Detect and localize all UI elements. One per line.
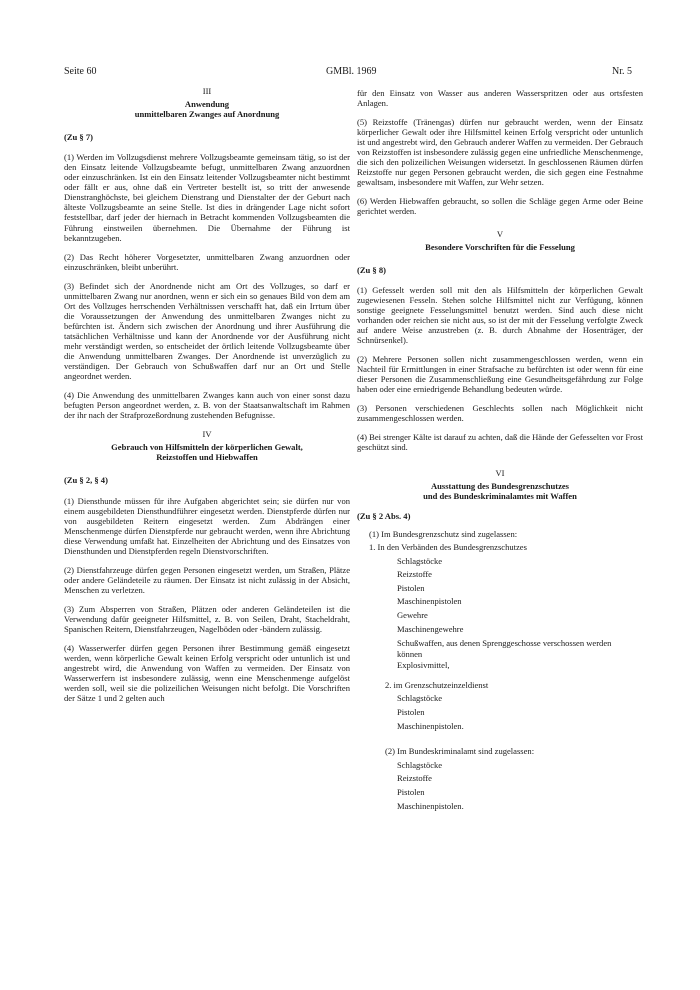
- list-item: Maschinengewehre: [397, 623, 464, 634]
- section-number: III: [202, 86, 212, 96]
- list-intro: (1) Im Bundesgrenzschutz sind zugelassen:: [369, 528, 518, 539]
- journal-title: GMBl. 1969: [326, 66, 377, 77]
- list-subheading: 2. im Grenzschutzeinzeldienst: [385, 679, 489, 690]
- list-item: Gewehre: [397, 610, 428, 621]
- section-number: IV: [202, 429, 212, 440]
- paragraph: (4) Die Anwendung des unmittelbaren Zwanges kann auch von einer sonst dazu befugten Person angeordnet werden, z. B. von der Staatsanwaltschaft im Rahmen der ihr nach der Strafprozeßordnung zustehenden Befugnisse.: [64, 390, 350, 421]
- section-heading: Besondere Vorschriften für die Fesselung: [425, 241, 575, 252]
- list-item: Schlagstöcke: [397, 693, 443, 704]
- paragraph: für den Einsatz von Wasser aus anderen Wasserspritzen oder aus ortsfesten Anlagen.: [357, 88, 643, 109]
- list-item: Maschinenpistolen: [397, 596, 462, 607]
- list-item: Schlagstöcke: [397, 555, 443, 566]
- paragraph: (4) Bei strenger Kälte ist darauf zu achten, daß die Hände der Gefesselten vor Frost geschützt sind.: [357, 432, 643, 453]
- page-number: Seite 60: [64, 66, 97, 77]
- paragraph: (2) Dienstfahrzeuge dürfen gegen Personen eingesetzt werden, um Straßen, Plätze oder andere Geländeteile zu räumen. Der Einsatz ist nicht zulässig in der Absicht, Menschen zu verletzen.: [64, 564, 350, 595]
- list-item: Pistolen: [397, 582, 425, 593]
- paragraph: (3) Befindet sich der Anordnende nicht am Ort des Vollzuges, so darf er unmittelbaren Zwang nur anordnen, wenn er sich ein so genaues Bild von dem am Ort des Vollzuges herrschenden Verhältnissen verschafft hat, daß ein Irrtum über die Voraussetzungen der Anwendung des unmittelbaren Zwanges nicht zu befürchten ist. Ändern sich zwischen der Anordnung und ihrer Ausführung die tatsächlichen Verhältnisse und kann der Anordnende vor der Ausführung nicht mehr verständigt werden, so entscheidet der örtlich leitende Vollzugsbeamte über die Anwendung unmittelbaren Zwanges. Der Anordnende ist unverzüglich zu verständigen. Der Gebrauch von Schußwaffen darf nur an Ort und Stelle angeordnet werden.: [64, 280, 350, 382]
- paragraph: (2) Das Recht höherer Vorgesetzter, unmittelbaren Zwang anzuordnen oder einzuschränken, bleibt unberührt.: [64, 251, 350, 272]
- section-heading: Gebrauch von Hilfsmitteln der körperlichen Gewalt, Reizstoffen und Hiebwaffen: [111, 442, 303, 463]
- list-item: Schußwaffen, aus denen Sprenggeschosse verschossen werden können: [397, 638, 612, 659]
- paragraph: (4) Wasserwerfer dürfen gegen Personen ihrer Bestimmung gemäß eingesetzt werden, wenn körperliche Gewalt keinen Erfolg verspricht oder untunlich ist und angestrebt wird, die Anwendung von Waffen zu vermeiden. Der Einsatz von Wasserwerfern ist insbesondere zulässig, wenn eine Menschenmenge aufgelöst werden soll, weil sie die polizeilichen Weisungen nicht befolgt. Die Vorschriften der Sätze 1 und 2 gelten auch: [64, 643, 350, 704]
- section-reference: (Zu § 2, § 4): [64, 475, 108, 486]
- list-item: Schlagstöcke: [397, 759, 443, 770]
- section-reference: (Zu § 2 Abs. 4): [357, 511, 411, 522]
- paragraph: (1) Diensthunde müssen für ihre Aufgaben abgerichtet sein; sie dürfen nur von einem ausgebildeten Diensthundführer eingesetzt werden. Dienstpferde dürfen nur von ausgebildeten Reitern eingesetzt werden. Zum Abdrängen einer Menschenmenge dürfen Dienstpferde nur gebraucht werden, wenn ihre Abrichtung diese Verwendung umfaßt hat. Einzelheiten der Abrichtung und des Einsatzes von Diensthunden und Dienstpferden regeln Dienstvorschriften.: [64, 495, 350, 556]
- section-reference: (Zu § 8): [357, 264, 386, 275]
- list-intro: (2) Im Bundeskriminalamt sind zugelassen:: [385, 746, 535, 757]
- list-subheading: 1. In den Verbänden des Bundesgrenzschutzes: [369, 542, 527, 553]
- list-item: Explosivmittel,: [397, 660, 450, 671]
- paragraph: (1) Werden im Vollzugsdienst mehrere Vollzugsbeamte gemeinsam tätig, so ist der den Einsatz leitende Vollzugsbeamte befugt, unmittelbaren Zwang anzuordnen oder einzuschränken. Ist ein den Einsatz leitender Vollzugsbeamter nicht bestimmt oder fällt er aus, ohne daß ein Vertreter bestellt ist, so tritt der anwesende Dienstranghöchste, bei gleichem Dienstrang und Dienstalter der der Geburt nach älteste Vollzugsbeamte an seine Stelle. Ist dies in drängender Lage nicht sofort feststellbar, darf jeder der hiernach in Betracht kommenden Vollzugsbeamten die Führung einstweilen übernehmen. Die Übernahme der Führung ist bekanntzugeben.: [64, 152, 350, 243]
- list-item: Pistolen: [397, 787, 425, 797]
- paragraph: (2) Mehrere Personen sollen nicht zusammengeschlossen werden, wenn ein Nachteil für Ermittlungen in einer Strafsache zu befürchten ist oder wenn für eine dieser Personen die Zusammenschließung eine Gesundheitsgefährdung zur Folge haben oder eine erniedrigende Behandlung bedeuten würde.: [357, 353, 643, 395]
- paragraph: (6) Werden Hiebwaffen gebraucht, so sollen die Schläge gegen Arme oder Beine gerichtet werden.: [357, 196, 643, 217]
- list-item: Maschinenpistolen.: [397, 800, 464, 811]
- section-number: V: [496, 228, 504, 239]
- paragraph: (3) Zum Absperren von Straßen, Plätzen oder anderen Geländeteilen ist die Verwendung dafür geeigneter Hilfsmittel, z. B. von Seilen, Draht, Stacheldraht, Spanischen Reitern, Dienstfahrzeugen, Nagelböden oder -bändern zulässig.: [64, 603, 350, 635]
- list-item: Reizstoffe: [397, 773, 432, 784]
- left-column: [64, 86, 350, 703]
- issue-number: Nr. 5: [612, 66, 632, 77]
- list-item: Reizstoffe: [397, 569, 432, 580]
- right-column: [357, 88, 643, 813]
- list-item: Maschinenpistolen.: [397, 720, 464, 731]
- paragraph: (3) Personen verschiedenen Geschlechts sollen nach Möglichkeit nicht zusammengeschlossen werden.: [357, 403, 643, 424]
- section-heading: Ausstattung des Bundesgrenzschutzes und des Bundeskriminalamtes mit Waffen: [423, 481, 577, 502]
- paragraph: (5) Reizstoffe (Tränengas) dürfen nur gebraucht werden, wenn der Einsatz körperlicher Gewalt oder ihre Hilfsmittel keinen Erfolg verspricht oder untunlich ist und angestrebt wird, den Gebrauch anderer Waffen zu vermeiden. Der Gebrauch von Reizstoffen ist insbesondere zulässig gegen eine unfriedliche Menschenmenge, die sich den polizeilichen Weisungen widersetzt. In geschlossenen Räumen dürfen Reizstoffe nur gegen Personen gebraucht werden, die sich gegen eine Festnahme gewaltsam, insbesondere mit Waffen, zur Wehr setzen.: [357, 117, 643, 188]
- section-reference: (Zu § 7): [64, 132, 93, 143]
- weapons-list: [357, 528, 643, 814]
- paragraph: (1) Gefesselt werden soll mit den als Hilfsmitteln der körperlichen Gewalt zugewiesenen Fesseln. Stehen solche Hilfsmittel nicht zur Verfügung, können sonstige geeignete Fesselungsmittel benutzt werden. Sind auch diese nicht vorhanden oder reichen sie nicht aus, so ist der mit der Fesselung verfolgte Zweck auf andere Weise anzustreben (z. B. durch Abnahme der Hosenträger, der Schnürsenkel).: [357, 284, 643, 345]
- section-heading: Anwendung unmittelbaren Zwanges auf Anordnung: [134, 99, 280, 120]
- section-number: VI: [495, 468, 505, 479]
- list-item: Pistolen: [397, 707, 425, 718]
